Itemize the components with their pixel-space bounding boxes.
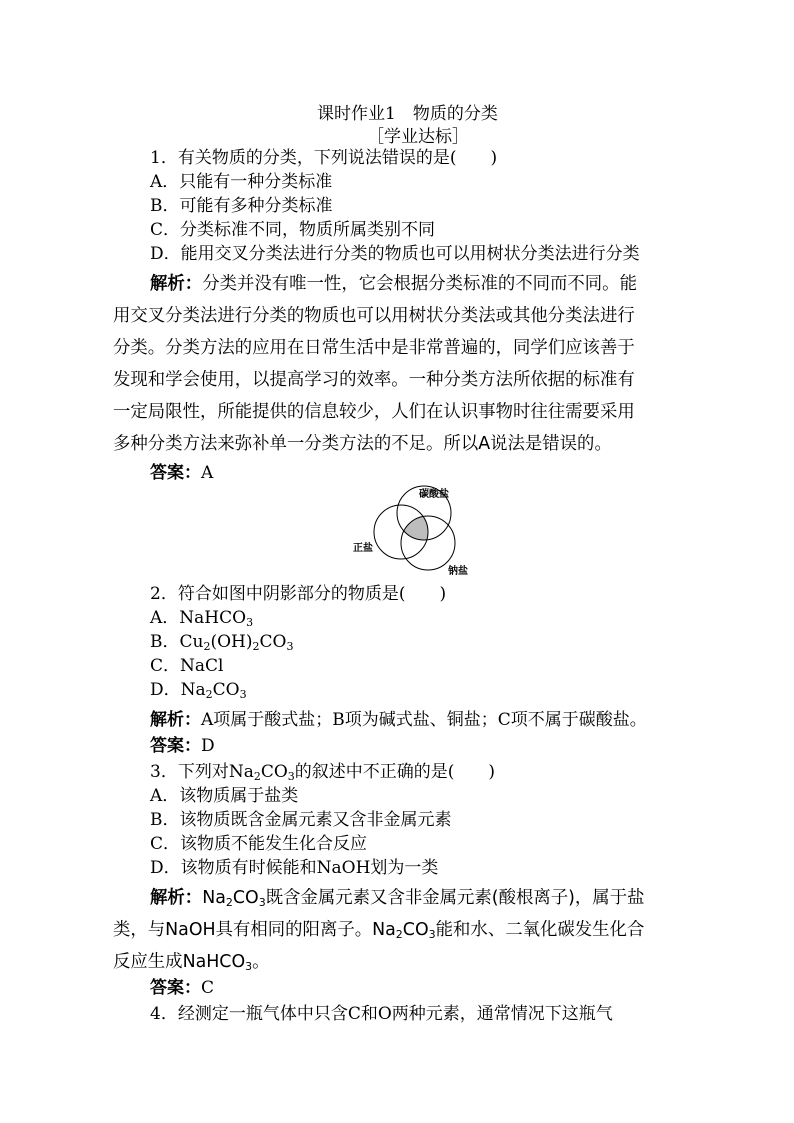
question-2-option-a bbox=[150, 606, 253, 630]
question-2-stem: 2．符合如图中阴影部分的物质是( ) bbox=[150, 584, 447, 604]
subscript: 2 bbox=[205, 688, 213, 701]
question-2-answer bbox=[150, 734, 215, 758]
question-1-option-c: C．分类标准不同，物质所属类别不同 bbox=[150, 220, 436, 240]
stem-text: 的叙述中不正确的是( ) bbox=[294, 762, 496, 782]
question-1-stem: 1．有关物质的分类，下列说法错误的是( ) bbox=[150, 148, 498, 168]
answer-value: C bbox=[201, 978, 215, 998]
subscript: 3 bbox=[246, 616, 254, 629]
question-1-analysis-line-3: 分类。分类方法的应用在日常生活中是非常普遍的，同学们应该善于 bbox=[113, 338, 635, 358]
subscript: 2 bbox=[203, 640, 211, 653]
subscript: 2 bbox=[225, 896, 233, 909]
option-text: B．Cu bbox=[150, 632, 204, 652]
analysis-text: A项属于酸式盐；B项为碱式盐、铜盐；C项不属于碳酸盐。 bbox=[201, 710, 647, 730]
analysis-text: 反应生成NaHCO bbox=[113, 952, 246, 972]
subscript: 3 bbox=[258, 896, 266, 909]
analysis-label: 解析： bbox=[150, 888, 203, 908]
question-1-option-d: D．能用交叉分类法进行分类的物质也可以用树状分类法进行分类 bbox=[150, 244, 640, 264]
question-1-option-b: B．可能有多种分类标准 bbox=[150, 196, 333, 216]
question-3-stem bbox=[150, 760, 495, 784]
question-3-option-d: D．该物质有时候能和NaOH划为一类 bbox=[150, 858, 439, 878]
question-1-answer bbox=[150, 461, 213, 485]
question-3-option-b: B．该物质既含金属元素又含非金属元素 bbox=[150, 810, 452, 830]
subscript: 2 bbox=[252, 640, 260, 653]
question-3-answer bbox=[150, 976, 214, 1000]
subscript: 3 bbox=[239, 688, 247, 701]
answer-label: 答案： bbox=[150, 736, 201, 756]
question-2-option-d bbox=[150, 678, 247, 702]
question-2-analysis bbox=[150, 708, 647, 732]
analysis-text: Na bbox=[202, 888, 226, 908]
option-text: CO bbox=[212, 680, 240, 700]
venn-diagram bbox=[345, 480, 475, 580]
subscript: 3 bbox=[286, 640, 294, 653]
venn-label-normal-salt: 正盐 bbox=[353, 543, 373, 554]
question-1-analysis-line-1 bbox=[150, 270, 637, 298]
page-title: 课时作业1 物质的分类 bbox=[317, 104, 498, 124]
question-3-analysis-line-3 bbox=[113, 948, 270, 976]
stem-text: 3．下列对Na bbox=[150, 762, 254, 782]
subscript: 3 bbox=[287, 770, 295, 783]
venn-label-carbonate: 碳酸盐 bbox=[419, 489, 449, 500]
option-text: (OH) bbox=[210, 632, 253, 652]
answer-label: 答案： bbox=[150, 978, 201, 998]
analysis-text: 既含金属元素又含非金属元素(酸根离子)，属于盐 bbox=[265, 888, 645, 908]
stem-text: CO bbox=[260, 762, 288, 782]
subscript: 3 bbox=[245, 960, 253, 973]
venn-label-sodium-salt: 钠盐 bbox=[448, 566, 468, 577]
subscript: 3 bbox=[428, 928, 436, 941]
answer-label: 答案： bbox=[150, 463, 201, 483]
venn-circle-sodium-salt bbox=[401, 516, 455, 570]
analysis-text: 。 bbox=[252, 952, 270, 972]
analysis-text: CO bbox=[232, 888, 259, 908]
analysis-text: 分类并没有唯一性，它会根据分类标准的不同而不同。能 bbox=[202, 274, 637, 294]
question-2-option-c: C．NaCl bbox=[150, 656, 224, 676]
analysis-label: 解析： bbox=[150, 274, 203, 294]
answer-value: A bbox=[201, 463, 214, 483]
question-3-option-c: C．该物质不能发生化合反应 bbox=[150, 834, 368, 854]
analysis-text: 类，与NaOH具有相同的阳离子。Na bbox=[113, 920, 396, 940]
question-4-stem: 4．经测定一瓶气体中只含C和O两种元素，通常情况下这瓶气 bbox=[150, 1004, 613, 1024]
question-1-option-a: A．只能有一种分类标准 bbox=[150, 172, 333, 192]
option-text: A．NaHCO bbox=[150, 608, 247, 628]
question-1-analysis-line-5: 一定局限性，所能提供的信息较少，人们在认识事物时往往需要采用 bbox=[113, 402, 635, 422]
analysis-label: 解析： bbox=[150, 710, 201, 730]
analysis-text: 能和水、二氧化碳发生化合 bbox=[435, 920, 645, 940]
question-3-analysis-line-1 bbox=[150, 884, 644, 912]
answer-value: D bbox=[201, 736, 215, 756]
question-1-analysis-line-4: 发现和学会使用，以提高学习的效率。一种分类方法所依据的标准有 bbox=[113, 370, 635, 390]
question-3-analysis-line-2 bbox=[113, 916, 644, 944]
question-1-analysis-line-6: 多种分类方法来弥补单一分类方法的不足。所以A说法是错误的。 bbox=[113, 434, 612, 454]
question-2-option-b bbox=[150, 630, 293, 654]
analysis-text: CO bbox=[402, 920, 429, 940]
section-heading: ［学业达标］ bbox=[367, 127, 469, 147]
question-1-analysis-line-2: 用交叉分类法进行分类的物质也可以用树状分类法或其他分类法进行 bbox=[113, 306, 635, 326]
subscript: 2 bbox=[253, 770, 261, 783]
option-text: D．Na bbox=[150, 680, 206, 700]
option-text: CO bbox=[259, 632, 287, 652]
question-3-option-a: A．该物质属于盐类 bbox=[150, 786, 299, 806]
subscript: 2 bbox=[395, 928, 403, 941]
